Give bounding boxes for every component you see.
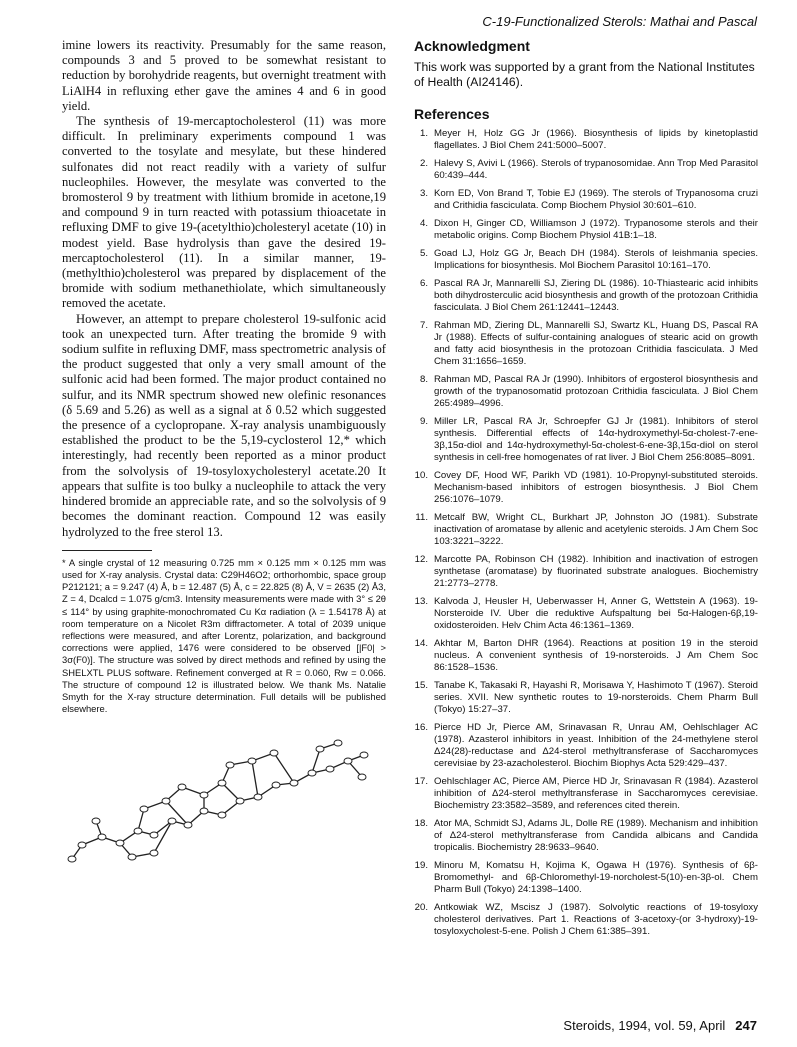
journal-citation: Steroids, 1994, vol. 59, April <box>563 1018 726 1033</box>
crystal-structure-drawing <box>62 725 386 875</box>
crystal-footnote: * A single crystal of 12 measuring 0.725 mm × 0.125 mm × 0.125 mm was used for X-ray analysis. Crystal data: C29H46O2; orthorhombic, space group P212121; a = 9.247 (4) Å, b = 12.487 (5) Å, c = 22.825 (8) Å, V = 2635 (2) Å3, Z = 4, Dcalcd = 1.075 g/cm3. Intensity measurements were made with 3° ≤ 2θ ≤ 114° by using graphite-monochromated Cu Kα radiation (λ = 1.54178 Å) at room temperature on a Nicolet R3m diffractometer. A total of 2039 unique reflections were measured, and after Lorentz, polarization, and background corrections were applied, 1476 were considered to be observed [|F0| > 3σ(F0)]. The structure was solved by direct methods and refined by using the SHELXTL PLUS software. Refinement converged at R = 0.060, Rw = 0.066. The structure of compound 12 is illustrated below. We thank Ms. Natalie Smyth for the X-ray structure determination. Full details will be published elsewhere. <box>62 556 386 715</box>
reference-item: 10. Covey DF, Hood WF, Parikh VD (1981). 10-Propynyl-substituted steroids. Mechanism-based inhibitors of estrogen biosynthesis. J Biol Chem 256:1076–1079. <box>414 470 758 505</box>
paragraph-3: However, an attempt to prepare cholesterol 19-sulfonic acid took an unexpected turn. After treating the bromide 9 with sodium sulfite in refluxing DMF, mass spectrometric analysis of the product suggested that only a very small amount of the sulfonic acid had been formed. The major product contained no sulfur, and its NMR spectrum showed new olefinic resonances (δ 5.69 and 5.26) as well as a signal at δ 0.52 which suggested the presence of a cyclopropane. X-ray analysis unambiguously established the product to be the 5,19-cyclosterol 12,* which interestingly, had recently been reported as a minor product from the solvolysis of 19-tosyloxycholesteryl acetate.20 It appears that sulfite is too bulky a nucleophile to attack the very hindered bromide an appreciable rate, and so the solvolysis of 9 becomes the dominant reaction. Compound 12 was easily hydrolyzed to the free sterol 13. <box>62 311 386 539</box>
reference-item: 14. Akhtar M, Barton DHR (1964). Reactions at position 19 in the steroid nucleus. A convenient synthesis of 19-norsteroids. J Am Chem Soc 86:1528–1536. <box>414 638 758 673</box>
reference-item: 18. Ator MA, Schmidt SJ, Adams JL, Dolle RE (1989). Mechanism and inhibition of Δ24-sterol methyltransferase from Candida albicans and Candida tropicalis. Biochemistry 28:9633–9640. <box>414 818 758 853</box>
reference-item: 7. Rahman MD, Ziering DL, Mannarelli SJ, Swartz KL, Huang DS, Pascal RA Jr (1988). Effects of sulfur-containing analogues of stearic acid on growth and fatty acid biosynthesis in the protozoan Crithidia fasciculata. J Med Chem 31:1656–1659. <box>419 320 758 367</box>
paragraph-2: The synthesis of 19-mercaptocholesterol (11) was more difficult. In preliminary experiments compound 1 was converted to the tosylate and mesylate, but these hindered sulfonates did not react readily with a variety of sulfur nucleophiles. However, the mesylate was converted to the bromosterol 9 by treatment with lithium bromide in acetone,19 and compound 9 in turn reacted with potassium thioacetate in refluxing DMF to give 19-(acetylthio)cholesteryl acetate (10) in modest yield. Base hydrolysis than gave the desired 19-mercaptocholesterol (11). In a similar manner, 19-(methylthio)cholesterol was prepared by displacement of the bromide with sodium methanethiolate, which simultaneously removed the acetate. <box>62 114 386 311</box>
reference-item: 4. Dixon H, Ginger CD, Williamson J (1972). Trypanosome sterols and their metabolic origins. Comp Biochem Physiol 41B:1–18. <box>419 218 758 241</box>
page-footer <box>563 1018 757 1033</box>
left-column <box>62 38 386 875</box>
running-header: C-19-Functionalized Sterols: Mathai and Pascal <box>482 14 757 29</box>
reference-item: 6. Pascal RA Jr, Mannarelli SJ, Ziering DL (1986). 10-Thiastearic acid inhibits both dihydrosterculic acid biosynthesis and growth of the protozoan Crithidia fasciculata. J Biol Chem 261:12441–12443. <box>419 278 758 313</box>
reference-item: 19. Minoru M, Komatsu H, Kojima K, Ogawa H (1976). Synthesis of 6β-Bromomethyl- and 6β-Chloromethyl-19-norcholest-5(10)-en-3β-ol. Chem Pharm Bull (Tokyo) 24:1398–1400. <box>414 860 758 895</box>
page-number: 247 <box>735 1018 757 1033</box>
reference-item: 5. Goad LJ, Holz GG Jr, Beach DH (1984). Sterols of leishmania species. Implications for biosynthesis. Mol Biochem Parasitol 10:161–170. <box>419 248 758 271</box>
references-heading: References <box>414 106 490 122</box>
reference-list <box>414 128 758 938</box>
acknowledgment-text: This work was supported by a grant from the National Institutes of Health (AI24146). <box>414 60 755 89</box>
reference-item: 11. Metcalf BW, Wright CL, Burkhart JP, Johnston JO (1981). Substrate inactivation of aromatase by allenic and acetylenic steroids. J Am Chem Soc 103:3221–3222. <box>415 512 758 547</box>
reference-item: 3. Korn ED, Von Brand T, Tobie EJ (1969). The sterols of Trypanosoma cruzi and Crithidia fasciculata. Comp Biochem Physiol 30:601–610. <box>419 188 758 211</box>
reference-item: 13. Kalvoda J, Heusler H, Ueberwasser H, Anner G, Wettstein A (1963). 19-Norsteroide IV. Uber die reduktive Aufspaltung bei 5α-Halogen-6β,19-oxidosteroiden. Helv Chim Acta 46:1361–1369. <box>414 596 758 631</box>
reference-item: 9. Miller LR, Pascal RA Jr, Schroepfer GJ Jr (1981). Inhibitors of sterol synthesis. Differential effects of 14α-hydroxymethyl-5α-cholest-7-ene-3β,15α-diol and 14α-hydroxymethyl-5α-cholest-6-ene-3β,15α-diol on sterol synthesis in cell-free homogenates of rat liver. J Biol Chem 256:8085–8091. <box>419 416 758 463</box>
reference-item: 8. Rahman MD, Pascal RA Jr (1990). Inhibitors of ergosterol biosynthesis and growth of the trypanosomatid protozoan Crithidia fasciculata. J Biol Chem 265:4989–4996. <box>419 374 758 409</box>
reference-item: 2. Halevy S, Avivi L (1966). Sterols of trypanosomidae. Ann Trop Med Parasitol 60:439–444. <box>419 158 758 181</box>
right-column <box>414 38 758 944</box>
paragraph-1: imine lowers its reactivity. Presumably for the same reason, compounds 3 and 5 proved to be somewhat resistant to reduction by borohydride reagents, but overnight treatment with LiAlH4 in refluxing ether gave the amines 4 and 6 in good yield. <box>62 38 386 113</box>
reference-item: 1. Meyer H, Holz GG Jr (1966). Biosynthesis of lipids by kinetoplastid flagellates. J Biol Chem 241:5000–5007. <box>419 128 758 151</box>
reference-item: 15. Tanabe K, Takasaki R, Hayashi R, Morisawa Y, Hashimoto T (1967). Steroid series. XVII. New synthetic routes to 19-norsteroids. Chem Pharm Bull (Tokyo) 15:27–37. <box>414 680 758 715</box>
xray-structure-figure <box>62 725 386 875</box>
reference-item: 12. Marcotte PA, Robinson CH (1982). Inhibition and inactivation of estrogen synthetase (aromatase) by fluorinated substrate analogues. Biochemistry 21:2773–2778. <box>414 554 758 589</box>
reference-item: 16. Pierce HD Jr, Pierce AM, Srinavasan R, Unrau AM, Oehlschlager AC (1978). Azasterol inhibitors in yeast. Inhibition of the 24-methylene sterol Δ24(28)-reductase and Δ24-sterol methyltransferase of Saccharomyces cerevisiae by 23-azacholesterol. Biochim Biophys Acta 529:429–437. <box>414 722 758 769</box>
reference-item: 20. Antkowiak WZ, Mscisz J (1987). Solvolytic reactions of 19-tosyloxy cholesterol derivatives. Part 1. Reactions of 3-acetoxy-(or 3-hydroxy)-19-tosyloxycholest-5-ene. Polish J Chem 61:385–391. <box>414 902 758 937</box>
reference-item: 17. Oehlschlager AC, Pierce AM, Pierce HD Jr, Srinavasan R (1984). Azasterol inhibition of Δ24-sterol methyltransferase in Saccharomyces cerevisiae. Biochemistry 23:3582–3589, and references cited therein. <box>414 776 758 811</box>
footnote-divider <box>62 550 152 551</box>
acknowledgment-heading: Acknowledgment <box>414 38 530 54</box>
